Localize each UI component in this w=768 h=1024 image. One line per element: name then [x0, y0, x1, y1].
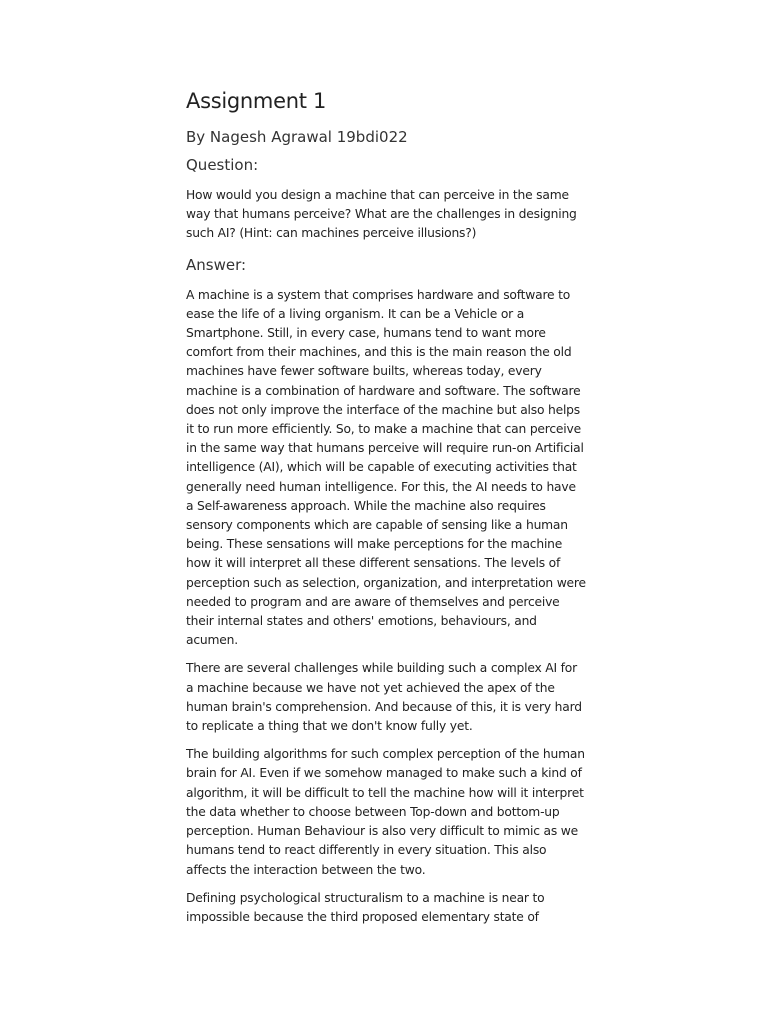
answer-paragraph: There are several challenges while building such a complex AI for a machine because we have not yet achieved the apex of the human brain's comprehension. And because of this, it is very hard to replicate a thing that we don't know fully yet. — [186, 661, 582, 734]
question-heading: Question: — [186, 156, 259, 174]
answer-heading: Answer: — [186, 255, 247, 274]
answer-paragraph: A machine is a system that comprises hardware and software to ease the life of a living organism. It can be a Vehicle or a Smartphone. Still, in every case, humans tend to want more comfort from their machines, and this is the main reason the old machines have fewer software builts, whereas today, every machine is a combination of hardware and software. The software does not only improve the interface of the machine but also helps it to run more efficiently. So, to make a machine that can perceive in the same way that humans perceive will require run-on Artificial intelligence (AI), which will be capable of executing activities that generally need human intelligence. For this, the AI needs to have a Self-awareness approach. While the machine also requires sensory components which are capable of sensing like a human being. These sensations will make perceptions for the machine how it will interpret all these different sensations. The levels of perception such as selection, organization, and interpretation were needed to program and are aware of themselves and perceive their internal states and others' emotions, behaviours, and acumen. — [186, 287, 586, 648]
answer-paragraph: The building algorithms for such complex perception of the human brain for AI. Even if we somehow managed to make such a kind of algorithm, it will be difficult to tell the machine how will it interpret the data whether to choose between Top-down and bottom-up perception. Human Behaviour is also very difficult to mimic as we humans tend to react differently in every situation. This also affects the interaction between the two. — [186, 747, 585, 877]
question-text: How would you design a machine that can perceive in the same way that humans perceive? What are the challenges in designing such AI? (Hint: can machines perceive illusions?) — [186, 188, 577, 241]
document-title: Assignment 1 — [186, 89, 327, 113]
answer-paragraph: Defining psychological structuralism to a machine is near to impossible because the third proposed elementary state of — [186, 890, 545, 924]
author-line: By Nagesh Agrawal 19bdi022 — [186, 128, 408, 146]
document-page — [186, 86, 586, 936]
